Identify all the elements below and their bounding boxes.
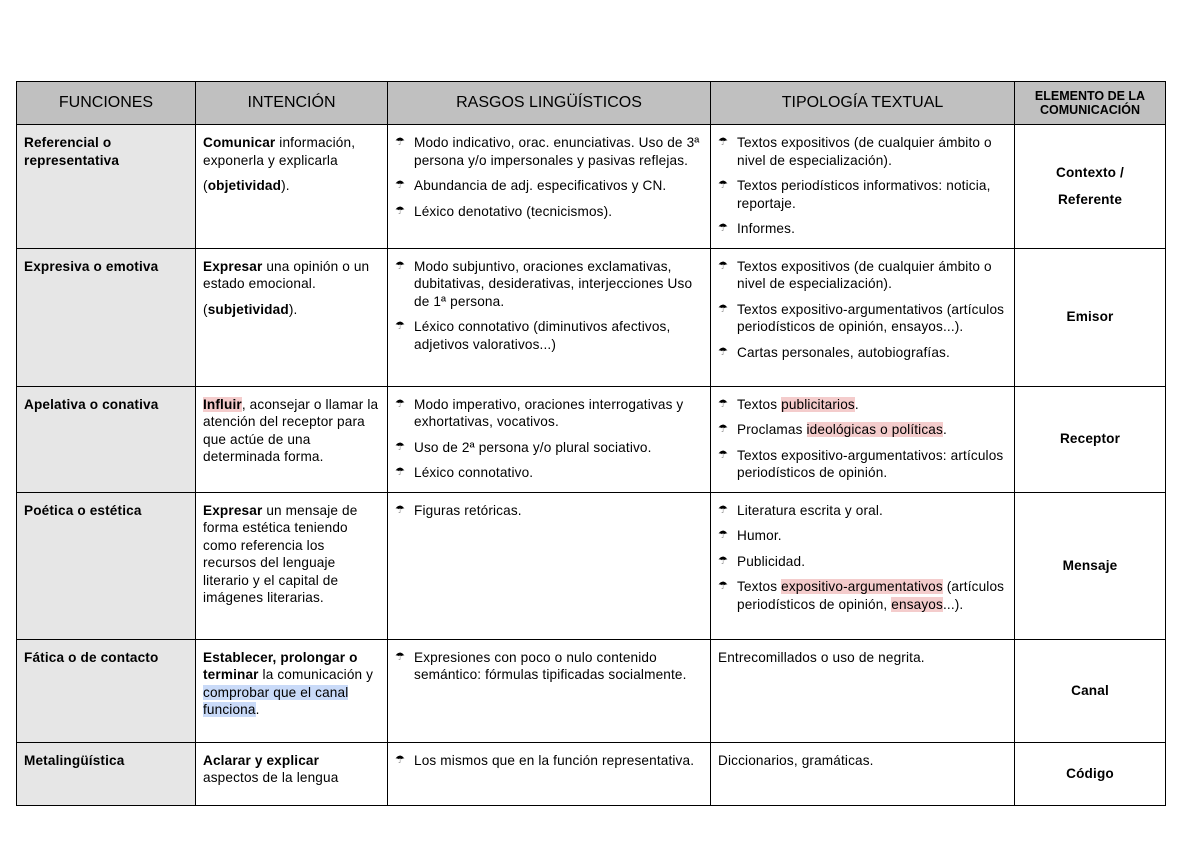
bullet-icon: ☂ [718,529,729,541]
table-row [17,386,1166,492]
rasgos-cell [388,639,711,742]
functions-table [16,81,1166,806]
bullet-icon: ☂ [395,320,406,332]
list-item [718,344,1007,362]
header-rasgos: RASGOS LINGÜÍSTICOS [388,82,711,125]
funcion-cell: Poética o estética [17,492,196,639]
intencion-text: un mensaje de forma estética teniendo como referencia los recursos del lenguaje literario y el capital de imágenes literarias. [203,502,358,605]
header-row [17,82,1166,125]
list-item [395,502,703,520]
intencion-text: una opinión o un estado emocional. [203,258,370,291]
bullet-icon: ☂ [718,580,729,592]
highlighted-text: ensayos [891,596,943,612]
bullet-icon: ☂ [718,503,729,516]
intencion-keyword: subjetividad [207,301,289,317]
funcion-cell: Expresiva o emotiva [17,248,196,386]
intencion-text: información, exponerla y explicarla [203,135,356,168]
list-item [395,177,703,195]
bullet-icon: ☂ [718,302,729,315]
funcion-cell: Fática o de contacto [17,639,196,742]
list-item [718,527,1007,545]
bullet-icon: ☂ [395,259,406,272]
bullet-icon: ☂ [718,448,729,461]
highlighted-text: ideológicas o políticas [806,422,943,437]
list-item [718,258,1007,293]
list-item-text: Literatura escrita y oral. [737,502,883,518]
header-tipologia: TIPOLOGÍA TEXTUAL [711,82,1015,125]
elemento-cell: Receptor [1015,386,1166,492]
intencion-cell [196,386,388,492]
elemento-cell: Mensaje [1015,492,1166,639]
intencion-cell [196,248,388,386]
list-item-text: Textos expositivos (de cualquier ámbito o nivel de especialización). [737,258,992,291]
intencion-keyword: objetividad [207,178,282,193]
list-item [718,301,1007,336]
text-part: Proclamas [737,422,807,437]
intencion-text: la comunicación y [258,667,374,682]
intencion-verb: Expresar [203,258,263,274]
list-item [718,502,1007,520]
rasgos-cell [388,125,711,249]
bullet-icon: ☂ [395,650,406,663]
list-item-text: Abundancia de adj. especificativos y CN. [414,178,667,193]
list-item-text: Léxico connotativo. [414,465,534,480]
list-item [395,752,703,770]
table-row [17,742,1166,805]
list-item-text: Textos expositivos (de cualquier ámbito o nivel de especialización). [737,135,992,168]
tipologia-cell: Diccionarios, gramáticas. [711,742,1015,805]
list-item-text: Textos expositivo-argumentativos: artículos periodísticos de opinión. [737,447,1004,480]
intencion-cell [196,125,388,249]
intencion-verb: Establecer, prolongar o terminar [203,649,358,682]
bullet-icon: ☂ [718,179,729,191]
table-row [17,639,1166,742]
text-part: (artículos periodísticos de opinión, [737,579,1005,612]
intencion-cell [196,639,388,742]
rasgos-cell [388,492,711,639]
list-item [395,258,703,311]
tipologia-cell [711,492,1015,639]
bullet-icon: ☂ [718,423,729,435]
bullet-icon: ☂ [395,397,406,410]
list-item-text: Modo imperativo, oraciones interrogativas y exhortativas, vocativos. [414,396,684,429]
list-item-text: Humor. [737,528,782,543]
intencion-verb: Aclarar y explicar [203,752,320,768]
rasgos-cell [388,386,711,492]
list-item [718,553,1007,571]
highlighted-text: comprobar que el canal funciona [203,684,349,717]
list-item [718,447,1007,482]
list-item-text: Informes. [737,221,796,236]
highlighted-text: publicitarios [781,396,855,412]
intencion-verb: Influir [203,396,242,412]
list-item-text: Textos periodísticos informativos: noticia, reportaje. [737,178,991,211]
list-item [718,421,1007,439]
bullet-icon: ☂ [718,136,729,148]
list-item [395,134,703,169]
bullet-icon: ☂ [395,204,406,217]
list-item [395,464,703,482]
list-item [395,396,703,431]
header-intencion: INTENCIÓN [196,82,388,125]
rasgos-cell [388,248,711,386]
list-item-text [737,578,1007,613]
bullet-icon: ☂ [395,179,406,191]
list-item [718,177,1007,212]
intencion-verb: Expresar [203,502,263,518]
list-item [718,134,1007,169]
list-item-text: Uso de 2ª persona y/o plural sociativo. [414,439,652,455]
intencion-verb: Comunicar [203,135,276,150]
elemento-cell: Código [1015,742,1166,805]
list-item [395,439,703,457]
intencion-cell [196,742,388,805]
list-item-text: Léxico denotativo (tecnicismos). [414,203,613,219]
bullet-icon: ☂ [395,503,406,516]
funcion-cell: Metalingüística [17,742,196,805]
bullet-icon: ☂ [718,554,729,567]
text-part: . [942,422,947,437]
list-item-text: Publicidad. [737,553,806,569]
elemento-line: Contexto / [1056,165,1124,181]
bullet-icon: ☂ [718,397,729,410]
intencion-paren-close: ). [288,301,298,317]
text-part: ...). [942,596,964,612]
list-item-text: Figuras retóricas. [414,502,522,518]
list-item [718,578,1007,613]
intencion-paren-open: ( [203,178,208,193]
bullet-icon: ☂ [395,466,406,478]
list-item-text: Textos expositivo-argumentativos (artículos periodísticos de opinión, ensayos...). [737,301,1005,334]
list-item-text [737,421,1007,439]
list-item-text: Modo subjuntivo, oraciones exclamativas, dubitativas, desiderativas, interjecciones Uso de 1ª persona. [414,258,693,309]
elemento-cell [1015,125,1166,249]
list-item-text: Expresiones con poco o nulo contenido semántico: fórmulas tipificadas socialmente. [414,649,687,682]
header-funciones: FUNCIONES [17,82,196,125]
list-item [395,203,703,221]
intencion-paren-close: ). [281,178,290,193]
funcion-cell: Referencial o representativa [17,125,196,249]
funcion-cell: Apelativa o conativa [17,386,196,492]
text-part: . [255,702,260,717]
text-part: Textos [737,396,782,412]
text-part: Textos [737,579,782,594]
list-item-text: Léxico connotativo (diminutivos afectivos, adjetivos valorativos...) [414,319,671,352]
tipologia-cell [711,386,1015,492]
bullet-icon: ☂ [718,259,729,272]
table-row [17,248,1166,386]
bullet-icon: ☂ [395,440,406,453]
list-item-text: Los mismos que en la función representativa. [414,752,695,768]
tipologia-cell: Entrecomillados o uso de negrita. [711,639,1015,742]
list-item [718,220,1007,238]
intencion-text: , aconsejar o llamar la atención del receptor para que actúe de una determinada forma. [203,396,379,464]
header-elemento: ELEMENTO DE LA COMUNICACIÓN [1015,82,1166,125]
elemento-line: Referente [1057,192,1123,208]
bullet-icon: ☂ [395,136,406,148]
bullet-icon: ☂ [395,753,406,766]
intencion-cell [196,492,388,639]
bullet-icon: ☂ [718,345,729,358]
elemento-cell: Emisor [1015,248,1166,386]
rasgos-cell [388,742,711,805]
list-item [395,649,703,684]
tipologia-cell [711,125,1015,249]
table-row [17,492,1166,639]
list-item [395,318,703,353]
table-row [17,125,1166,249]
highlighted-text: expositivo-argumentativos [781,579,943,594]
intencion-text: aspectos de la lengua [203,770,339,785]
list-item-text: Cartas personales, autobiografías. [737,344,950,360]
list-item [718,396,1007,414]
text-part: . [854,396,859,412]
intencion-paren-open: ( [203,301,208,317]
list-item-text: Modo indicativo, orac. enunciativas. Uso de 3ª persona y/o impersonales y pasivas reflejas. [414,135,700,168]
elemento-cell: Canal [1015,639,1166,742]
list-item-text [737,396,1007,414]
tipologia-cell [711,248,1015,386]
bullet-icon: ☂ [718,222,729,234]
